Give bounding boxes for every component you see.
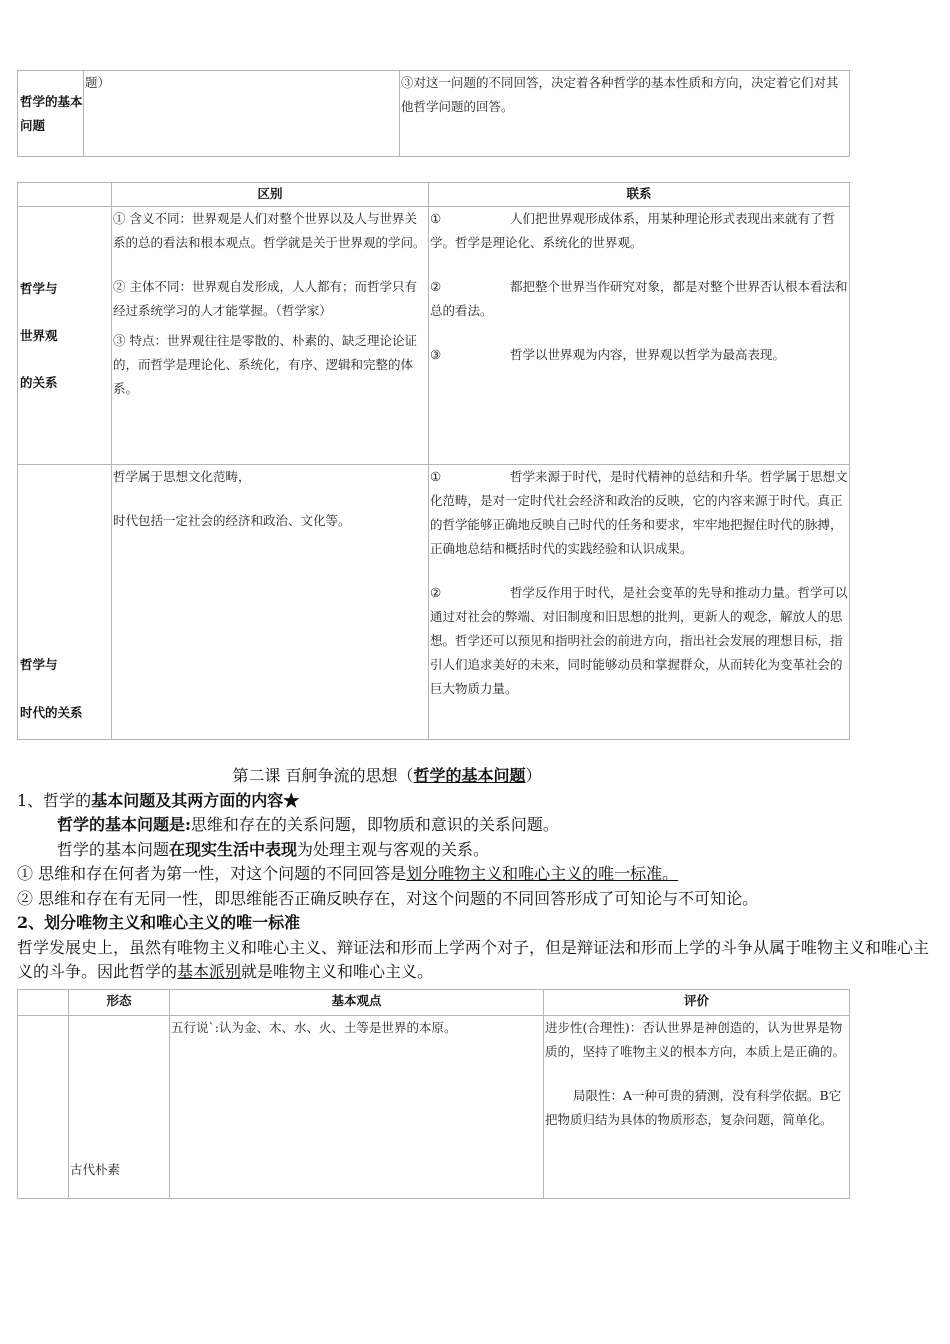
heading-bold: 基本问题及其两方面的内容★ [91,790,300,810]
item-text: 哲学来源于时代，是时代精神的总结和升华。哲学属于思想文化范畴，是对一定时代社会经济和政治的反映，它的内容来源于时代。真正的哲学能够正确地反映自己时代的任务和要求，牢牢地把握住时代的脉搏，正确地总结和概括时代的实践经验和认识成果。 [430,469,848,556]
item-text: 哲学以世界观为内容，世界观以哲学为最高表现。 [510,347,786,362]
title-topic: 哲学的基本问题 [413,766,526,785]
line-underline: 划分唯物主义和唯心主义的唯一标准。 [406,864,679,883]
line-text: ① 思维和存在何者为第一性，对这个问题的不同回答是 [17,864,407,883]
cell-text: ③对这一问题的不同回答，决定着各种哲学的基本性质和方向，决定着它们对其他哲学问题的回答。 [401,75,839,114]
worldview-difference-cell [112,207,429,465]
connection-item [430,207,849,255]
connection-item [430,275,849,323]
difference-item: ③ 特点：世界观往往是零散的、朴素的、缺乏理论论证的，而哲学是理论化、系统化，有序、逻辑和完整的体系。 [113,333,417,396]
view-text: 五行说`:认为金、木、水、火、土等是世界的本原。 [171,1020,457,1035]
heading-prefix: 1、哲学的 [17,790,92,810]
item-text: 局限性：A一种可贵的猜测，没有科学依据。B它把物质归结为具体的物质形态，复杂问题，简单化。 [545,1088,842,1127]
header-blank [18,183,112,207]
section2-paragraph [17,936,937,985]
header-blank [18,990,69,1016]
blank-cell [18,1016,69,1199]
row-label: 时代的关系 [20,705,83,720]
item-number: ③ [430,347,442,362]
section1-point1 [17,862,937,887]
line-bold: 哲学的基本问题是: [57,815,191,834]
item-number: ① [430,469,442,484]
philosophy-relations-table [17,182,850,740]
item-text: 人们把世界观形成体系，用某种理论形式表现出来就有了哲学。哲学是理论化、系统化的世界观。 [430,211,836,250]
lesson-body [17,764,937,985]
connection-item [430,465,849,561]
section1-line2 [17,838,937,863]
connection-item [430,343,849,367]
para-text: 哲学发展史上，虽然有唯物主义和唯心主义、辩证法和形而上学两个对子，但是辩证法和形而上学的斗争从属于唯物主义和唯心主义的斗争。因此哲学的 [17,937,930,981]
item-text: 都把整个世界当作研究对象，都是对整个世界否认根本看法和总的看法。 [430,279,848,318]
para-underline: 基本派别 [177,962,242,981]
item-number: ② [430,279,442,294]
difference-item: ① 含义不同：世界观是人们对整个世界以及人与世界关系的总的看法和根本观点。哲学就是关于世界观的学问。 [113,211,426,250]
section1-line1 [17,813,937,838]
difference-item: ② 主体不同：世界观自发形成，人人都有；而哲学只有经过系统学习的人才能掌握。（哲学家） [113,279,417,318]
materialism-forms-table [17,989,850,1199]
para-text: 就是唯物主义和唯心主义。 [241,962,434,981]
header-form: 形态 [69,990,170,1016]
evaluation-cell [544,1016,850,1199]
connection-item [430,581,849,701]
era-connection-cell [429,465,850,740]
row-label: 哲学与 [20,657,58,672]
header-difference: 区别 [112,183,429,207]
worldview-connection-cell [429,207,850,465]
line-text: 为处理主观与客观的关系。 [297,839,490,859]
difference-item: 时代包括一定社会的经济和政治、文化等。 [113,513,351,528]
basic-question-col3 [400,71,850,157]
lesson-title [17,764,937,789]
header-connection: 联系 [429,183,850,207]
item-number: ① [430,211,442,226]
row-label: 哲学与 [20,281,58,296]
line-text: 思维和存在的关系问题，即物质和意识的关系问题。 [190,815,559,834]
section2-heading [17,911,937,936]
header-view: 基本观点 [170,990,544,1016]
basic-question-table [17,70,850,157]
title-prefix: 第二课 百舸争流的思想（ [232,766,414,785]
heading-bold: 2、划分唯物主义和唯心主义的唯一标准 [17,913,301,932]
form-text: 古代朴素 [70,1162,121,1177]
form-cell [69,1016,170,1199]
evaluation-item [545,1084,849,1132]
section1-heading [17,789,937,814]
basic-question-label-cell [18,71,84,157]
header-evaluation: 评价 [544,990,850,1016]
era-difference-cell [112,465,429,740]
item-text: 哲学反作用于时代，是社会变革的先导和推动力量。哲学可以通过对社会的弊端、对旧制度和旧思想的批判，更新人的观念，解放人的思想。哲学还可以预见和指明社会的前进方向，指出社会发展的理想目标，指引人们追求美好的未来，同时能够动员和掌握群众，从而转化为变革社会的巨大物质力量。 [430,585,848,696]
line-bold: 在现实生活中表现 [169,839,298,859]
era-label-cell [18,465,112,740]
worldview-label-cell [18,207,112,465]
line-text: 哲学的基本问题 [57,839,170,859]
difference-item: 哲学属于思想文化范畴， [113,469,251,484]
cell-text: 题） [85,75,111,90]
row-label: 的关系 [20,375,58,390]
row-label: 世界观 [20,328,58,343]
view-cell [170,1016,544,1199]
basic-question-col2 [84,71,400,157]
title-suffix: ） [525,766,542,785]
section1-point2: ② 思维和存在有无同一性，即思维能否正确反映存在，对这个问题的不同回答形成了可知论与不可知论。 [17,888,759,908]
item-number: ② [430,585,442,600]
row-label: 哲学的基本问题 [20,93,83,133]
evaluation-item: 进步性(合理性)：否认世界是神创造的，认为世界是物质的，坚持了唯物主义的根本方向，本质上是正确的。 [545,1020,846,1059]
